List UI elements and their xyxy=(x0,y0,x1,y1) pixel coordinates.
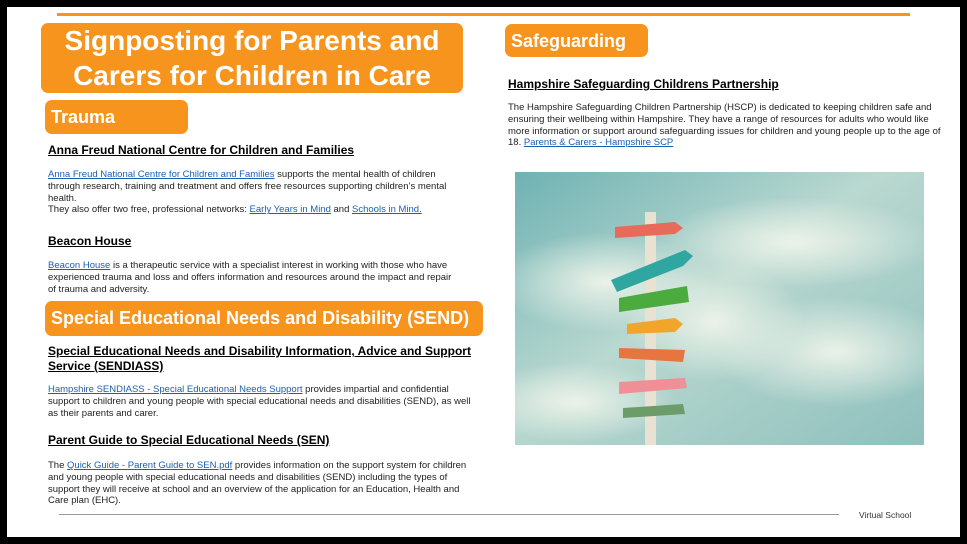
beacon-house-text: Beacon House is a therapeutic service with a specialist interest in working with those who have experienced trauma and loss and offers information and resources around the impact and repair of trauma and adversity. xyxy=(48,260,452,295)
beacon-house-link[interactable]: Beacon House xyxy=(48,260,111,271)
beacon-house-heading: Beacon House xyxy=(48,234,132,248)
page-title xyxy=(41,23,463,93)
footer-divider xyxy=(59,514,839,515)
anna-freud-heading: Anna Freud National Centre for Children and Families xyxy=(48,143,355,157)
safeguarding-banner: Safeguarding xyxy=(505,24,648,57)
page-title-line-2: Carers for Children in Care xyxy=(73,60,431,91)
page-title-line-1: Signposting for Parents and xyxy=(64,25,440,56)
sendiass-heading: Special Educational Needs and Disability Information, Advice and Support Service (SENDIASS) xyxy=(48,344,471,373)
send-banner: Special Educational Needs and Disability (SEND) xyxy=(45,301,483,336)
sendiass-text: Hampshire SENDIASS - Special Educational Needs Support provides impartial and confidential support to children and young people with special educational needs and disabilities (SEND), as well as their parents and carer. xyxy=(48,384,471,419)
signpost-photo xyxy=(515,172,924,445)
quick-guide-link[interactable]: Quick Guide - Parent Guide to SEN.pdf xyxy=(67,460,233,471)
parent-guide-heading: Parent Guide to Special Educational Needs (SEN) xyxy=(48,433,330,447)
hscp-text: The Hampshire Safeguarding Children Partnership (HSCP) is dedicated to keeping children safe and ensuring their wellbeing within Hampshire. They have a range of resources for adults who would like more information or support around safeguarding issues for children and young people up to the age of 18. Parents & Carers - Hampshire SCP xyxy=(508,102,941,149)
schools-in-mind-link[interactable]: Schools in Mind. xyxy=(352,204,422,216)
parent-guide-text: The Quick Guide - Parent Guide to SEN.pdf provides information on the support system for children and young people with special educational needs and disabilities (SEND) including the types of support they will receive at school and an overview of the application for an Education, Health and Care plan (EHC). xyxy=(48,460,467,507)
anna-freud-link[interactable]: Anna Freud National Centre for Children and Families xyxy=(48,169,275,180)
top-accent-line xyxy=(57,13,910,16)
footer-label: Virtual School xyxy=(859,510,912,520)
sendiass-link[interactable]: Hampshire SENDIASS - Special Educational Needs Support xyxy=(48,384,303,395)
hscp-heading: Hampshire Safeguarding Childrens Partnership xyxy=(508,77,779,91)
hscp-parents-link[interactable]: Parents & Carers - Hampshire SCP xyxy=(523,137,674,149)
slide-page xyxy=(7,7,960,537)
early-years-link[interactable]: Early Years in Mind xyxy=(249,204,331,216)
anna-freud-text: Anna Freud National Centre for Children and Families supports the mental health of children through research, training and treatment and offers free resources supporting children’s mental health. They also offer two free, professional networks: Early Years in Mind and Schools in Mind. xyxy=(48,169,447,216)
trauma-banner: Trauma xyxy=(45,100,188,134)
